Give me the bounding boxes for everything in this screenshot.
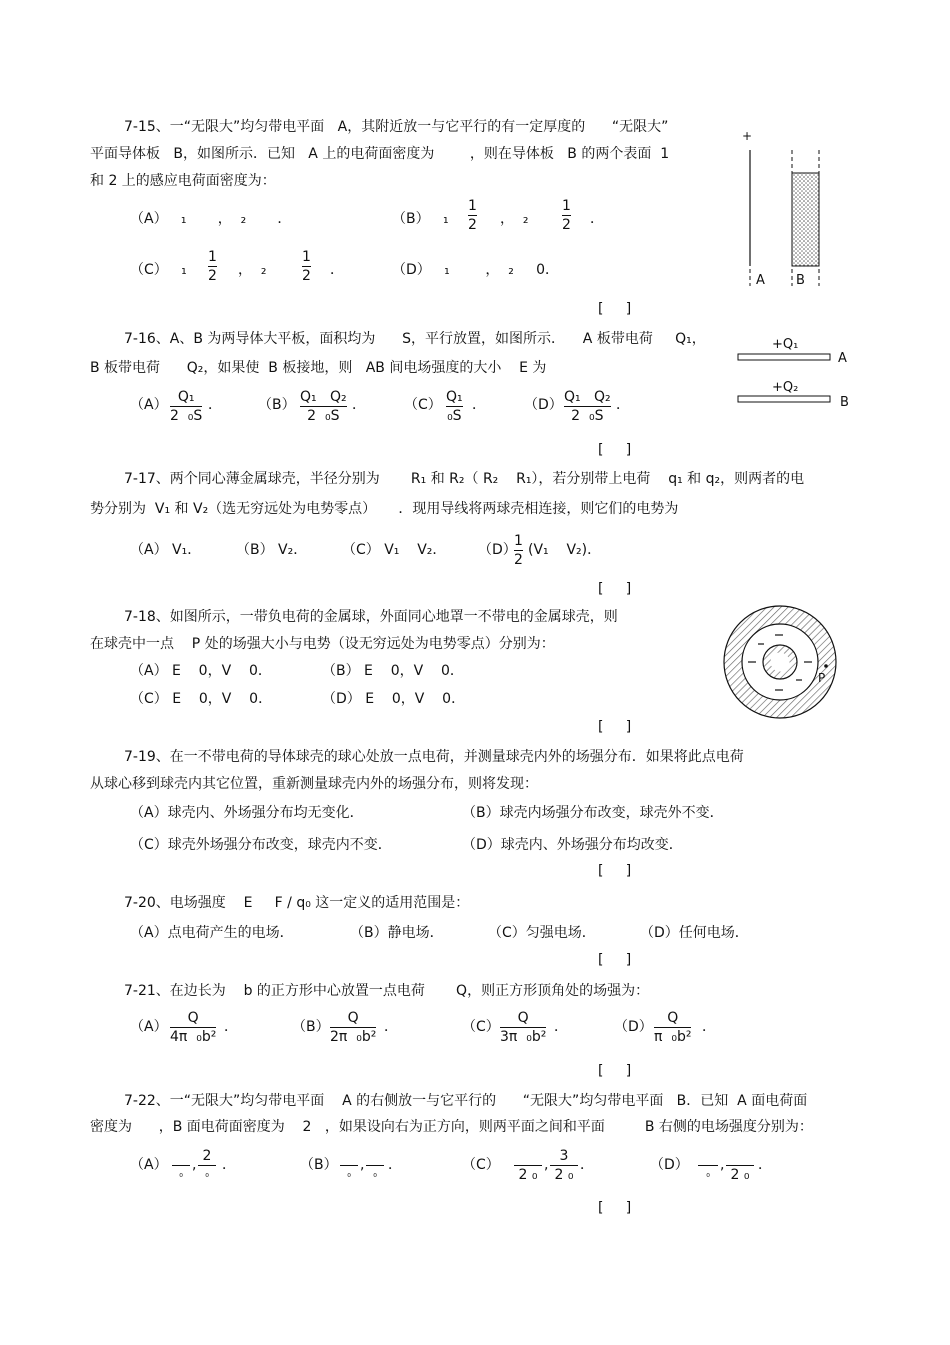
q21-option-d-dot: ． xyxy=(702,1019,716,1035)
q19-answer-bracket[interactable]: [ ] xyxy=(598,863,632,879)
q18-line1: 7-18、如图所示，一带负电荷的金属球，外面同心地罩一不带电的金属球壳，则 xyxy=(124,609,618,625)
frac-den: 2 xyxy=(562,217,571,233)
q22-option-a-dot: ． xyxy=(222,1157,236,1173)
frac-den: 2 xyxy=(468,217,477,233)
q19-option-a: （A）球壳内、外场强分布均无变化． xyxy=(130,805,364,821)
q16-line2: B 板带电荷 Q₂，如果使 B 板接地，则 AB 间电场强度的大小 E 为 xyxy=(90,360,547,376)
q19-option-b: （B）球壳内场强分布改变，球壳外不变． xyxy=(462,805,724,821)
q20-line1: 7-20、电场强度 E F / q₀ 这一定义的适用范围是： xyxy=(124,895,470,911)
q21-option-a-frac xyxy=(170,1010,216,1045)
frac-num xyxy=(526,1148,530,1164)
q20-answer-bracket[interactable]: [ ] xyxy=(598,952,632,968)
q16-answer-bracket[interactable]: [ ] xyxy=(598,442,632,458)
q18-line2: 在球壳中一点 P 处的场强大小与电势（设无穷远处为电势零点）分别为： xyxy=(90,636,555,652)
frac-den: π ₀b² xyxy=(654,1029,692,1045)
frac-num xyxy=(738,1148,742,1164)
frac-num: Q₁ xyxy=(446,389,463,405)
q15-line3: 和 2 上的感应电荷面密度为： xyxy=(90,173,276,189)
q22-option-d-frac1 xyxy=(698,1148,718,1183)
q18-option-b: （B） E 0，V 0． xyxy=(322,663,464,679)
q15-option-c-frac2 xyxy=(302,249,311,284)
frac-den: 2 xyxy=(302,268,311,284)
q22-option-c-comma: , xyxy=(544,1157,549,1173)
q16-option-a-label: （A） xyxy=(130,397,168,413)
q20-option-d: （D）任何电场． xyxy=(640,925,749,941)
q21-option-d-label: （D） xyxy=(614,1019,653,1035)
q20-option-b: （B）静电场． xyxy=(350,925,444,941)
frac-den: 3π ₀b² xyxy=(500,1029,547,1045)
frac-den: ₀S xyxy=(447,408,462,424)
q16-option-c-frac xyxy=(446,389,463,424)
q22-option-a-comma: , xyxy=(192,1157,197,1173)
q17-line1: 7-17、两个同心薄金属球壳，半径分别为 R₁ 和 R₂（ R₂ R₁），若分别带上电荷 q₁ 和 q₂，则两者的电 xyxy=(124,471,805,487)
q21-answer-bracket[interactable]: [ ] xyxy=(598,1063,632,1079)
q22-line1: 7-22、一“无限大”均匀带电平面 A 的右侧放一与它平行的 “无限大”均匀带电平面 B．已知 A 面电荷面 xyxy=(124,1093,808,1109)
q16-option-b-dot: ． xyxy=(352,397,366,413)
q15-figure-label-b: B xyxy=(796,273,805,288)
frac-den: 2 ₀ xyxy=(730,1167,750,1183)
q22-option-b-comma: , xyxy=(360,1157,365,1173)
q18-option-c: （C） E 0，V 0． xyxy=(130,691,273,707)
q15-option-c-prefix: （C） ₁ xyxy=(130,262,187,278)
q18-option-d: （D） E 0，V 0． xyxy=(322,691,466,707)
frac-den: ₀ xyxy=(205,1170,209,1180)
frac-num: Q xyxy=(517,1010,529,1026)
q17-line2: 势分别为 V₁ 和 V₂（选无穷远处为电势零点） ．现用导线将两球壳相连接，则它们的电势为 xyxy=(90,501,679,517)
frac-den: ₀ xyxy=(706,1170,710,1180)
q15-line2: 平面导体板 B，如图所示．已知 A 上的电荷面密度为 ，则在导体板 B 的两个表面 1 xyxy=(90,146,670,162)
q15-figure-plus: + xyxy=(742,129,753,143)
q16-figure-label-b: B xyxy=(840,395,849,410)
q15-figure-plates xyxy=(735,128,835,298)
q21-option-c-label: （C） xyxy=(462,1019,500,1035)
frac-num: 1 xyxy=(208,249,217,265)
frac-num: Q xyxy=(187,1010,199,1026)
q17-option-d-rest: (V₁ V₂)． xyxy=(528,542,602,558)
q21-option-c-frac xyxy=(500,1010,546,1045)
q18-figure-spheres xyxy=(722,602,842,722)
q22-option-b-frac2 xyxy=(366,1148,384,1183)
q16-option-a-frac xyxy=(170,389,202,424)
frac-den: 2 ₀ xyxy=(554,1167,574,1183)
q15-answer-bracket[interactable]: [ ] xyxy=(598,301,632,317)
frac-num xyxy=(347,1148,351,1164)
q22-option-b-dot: ． xyxy=(388,1157,402,1173)
q17-option-a: （A） V₁． xyxy=(130,542,202,558)
q15-option-b-frac2 xyxy=(562,198,571,233)
q16-figure-q2: +Q₂ xyxy=(772,380,799,395)
frac-num: Q₁ Q₂ xyxy=(564,389,611,405)
q22-line2: 密度为 ，B 面电荷面密度为 2 ，如果设向右为正方向，则两平面之间和平面 B 右侧的电场强度分别为： xyxy=(90,1119,813,1135)
q17-option-b: （B） V₂． xyxy=(236,542,308,558)
frac-num xyxy=(706,1148,710,1164)
frac-num: Q₁ Q₂ xyxy=(300,389,347,405)
q22-option-a-frac1 xyxy=(172,1148,190,1183)
frac-num xyxy=(373,1148,377,1164)
q19-line2: 从球心移到球壳内其它位置，重新测量球壳内外的场强分布，则将发现： xyxy=(90,776,538,792)
q18-figure-label-p: P xyxy=(818,671,826,685)
q22-option-b-frac1 xyxy=(340,1148,358,1183)
q22-option-d-dot: ． xyxy=(758,1157,772,1173)
q22-option-c-frac2 xyxy=(550,1148,578,1183)
q22-option-c-frac1 xyxy=(514,1148,542,1183)
q16-option-b-frac xyxy=(300,389,347,424)
frac-num: 1 xyxy=(302,249,311,265)
q16-option-c-label: （C） xyxy=(404,397,442,413)
q16-figure-label-a: A xyxy=(838,351,847,366)
q19-option-d: （D）球壳内、外场强分布均改变． xyxy=(462,837,683,853)
frac-den: 2 ₀ xyxy=(518,1167,538,1183)
q21-option-d-frac xyxy=(654,1010,691,1045)
q15-option-d: （D） ₁ ， ₂ 0． xyxy=(392,262,560,278)
frac-num: Q₁ xyxy=(177,389,195,405)
q15-option-a: （A） ₁ ， ₂ ． xyxy=(130,211,292,227)
q15-option-b-end: ． xyxy=(590,211,604,227)
frac-den: 2 ₀S xyxy=(571,408,604,424)
q15-option-b-mid: ， ₂ xyxy=(500,211,529,227)
frac-den: ₀ xyxy=(179,1170,183,1180)
frac-num: 1 xyxy=(468,198,477,214)
frac-num: Q xyxy=(667,1010,679,1026)
q19-line1: 7-19、在一不带电荷的导体球壳的球心处放一点电荷，并测量球壳内外的场强分布．如果将此点电荷 xyxy=(124,749,744,765)
q22-option-a-frac2 xyxy=(198,1148,216,1183)
frac-den: ₀ xyxy=(373,1170,377,1180)
q15-option-c-end: ． xyxy=(330,262,344,278)
q18-option-a: （A） E 0，V 0． xyxy=(130,663,272,679)
q21-option-c-dot: ． xyxy=(554,1019,568,1035)
q21-option-a-label: （A） xyxy=(130,1019,168,1035)
q16-line1: 7-16、A、B 为两导体大平板，面积均为 S，平行放置，如图所示． A 板带电荷 Q₁， xyxy=(124,331,706,347)
q22-option-a-label: （A） xyxy=(130,1157,168,1173)
q19-option-c: （C）球壳外场强分布改变，球壳内不变． xyxy=(130,837,392,853)
q22-option-d-label: （D） xyxy=(650,1157,689,1173)
q16-option-d-label: （D） xyxy=(524,397,563,413)
q21-option-b-frac xyxy=(330,1010,376,1045)
q15-option-c-mid: ， ₂ xyxy=(238,262,267,278)
q16-figure-q1: +Q₁ xyxy=(772,337,799,352)
frac-den: 2 xyxy=(514,552,523,568)
q16-option-b-label: （B） xyxy=(258,397,296,413)
q22-option-b-label: （B） xyxy=(300,1157,338,1173)
q20-option-a: （A）点电荷产生的电场． xyxy=(130,925,294,941)
q15-figure-label-a: A xyxy=(756,273,765,288)
q16-option-d-frac xyxy=(564,389,611,424)
frac-den: ₀ xyxy=(347,1170,351,1180)
frac-den: 2 xyxy=(208,268,217,284)
q16-option-a-dot: ． xyxy=(208,397,222,413)
q22-answer-bracket[interactable]: [ ] xyxy=(598,1200,632,1216)
q15-option-b-prefix: （B） ₁ xyxy=(392,211,449,227)
q16-option-d-dot: ． xyxy=(616,397,630,413)
frac-num xyxy=(179,1148,183,1164)
q22-option-d-comma: , xyxy=(720,1157,725,1173)
frac-num: 1 xyxy=(562,198,571,214)
q22-option-d-frac2 xyxy=(726,1148,754,1183)
frac-num: 3 xyxy=(559,1148,569,1164)
q15-option-b-frac1 xyxy=(468,198,477,233)
q22-option-c-dot: ． xyxy=(580,1157,594,1173)
q20-option-c: （C）匀强电场． xyxy=(488,925,596,941)
q15-option-c-frac1 xyxy=(208,249,217,284)
frac-num: Q xyxy=(347,1010,359,1026)
q21-line1: 7-21、在边长为 b 的正方形中心放置一点电荷 Q，则正方形顶角处的场强为： xyxy=(124,983,650,999)
frac-num: 2 xyxy=(202,1148,212,1164)
q17-option-c: （C） V₁ V₂． xyxy=(342,542,447,558)
frac-den: 2π ₀b² xyxy=(330,1029,377,1045)
frac-den: 2 ₀S xyxy=(307,408,340,424)
q21-option-a-dot: ． xyxy=(224,1019,238,1035)
q22-option-c-label: （C） xyxy=(462,1157,500,1173)
q18-answer-bracket[interactable]: [ ] xyxy=(598,719,632,735)
q21-option-b-label: （B） xyxy=(292,1019,330,1035)
q17-option-d-frac xyxy=(514,533,523,568)
q17-answer-bracket[interactable]: [ ] xyxy=(598,581,632,597)
frac-den: 4π ₀b² xyxy=(170,1029,217,1045)
frac-den: 2 ₀S xyxy=(170,408,203,424)
q16-option-c-dot: ． xyxy=(472,397,486,413)
frac-num: 1 xyxy=(514,533,523,549)
q21-option-b-dot: ． xyxy=(384,1019,398,1035)
q17-option-d-label: （D） xyxy=(478,542,517,558)
q15-line1: 7-15、一“无限大”均匀带电平面 A，其附近放一与它平行的有一定厚度的 “无限大” xyxy=(124,119,669,135)
